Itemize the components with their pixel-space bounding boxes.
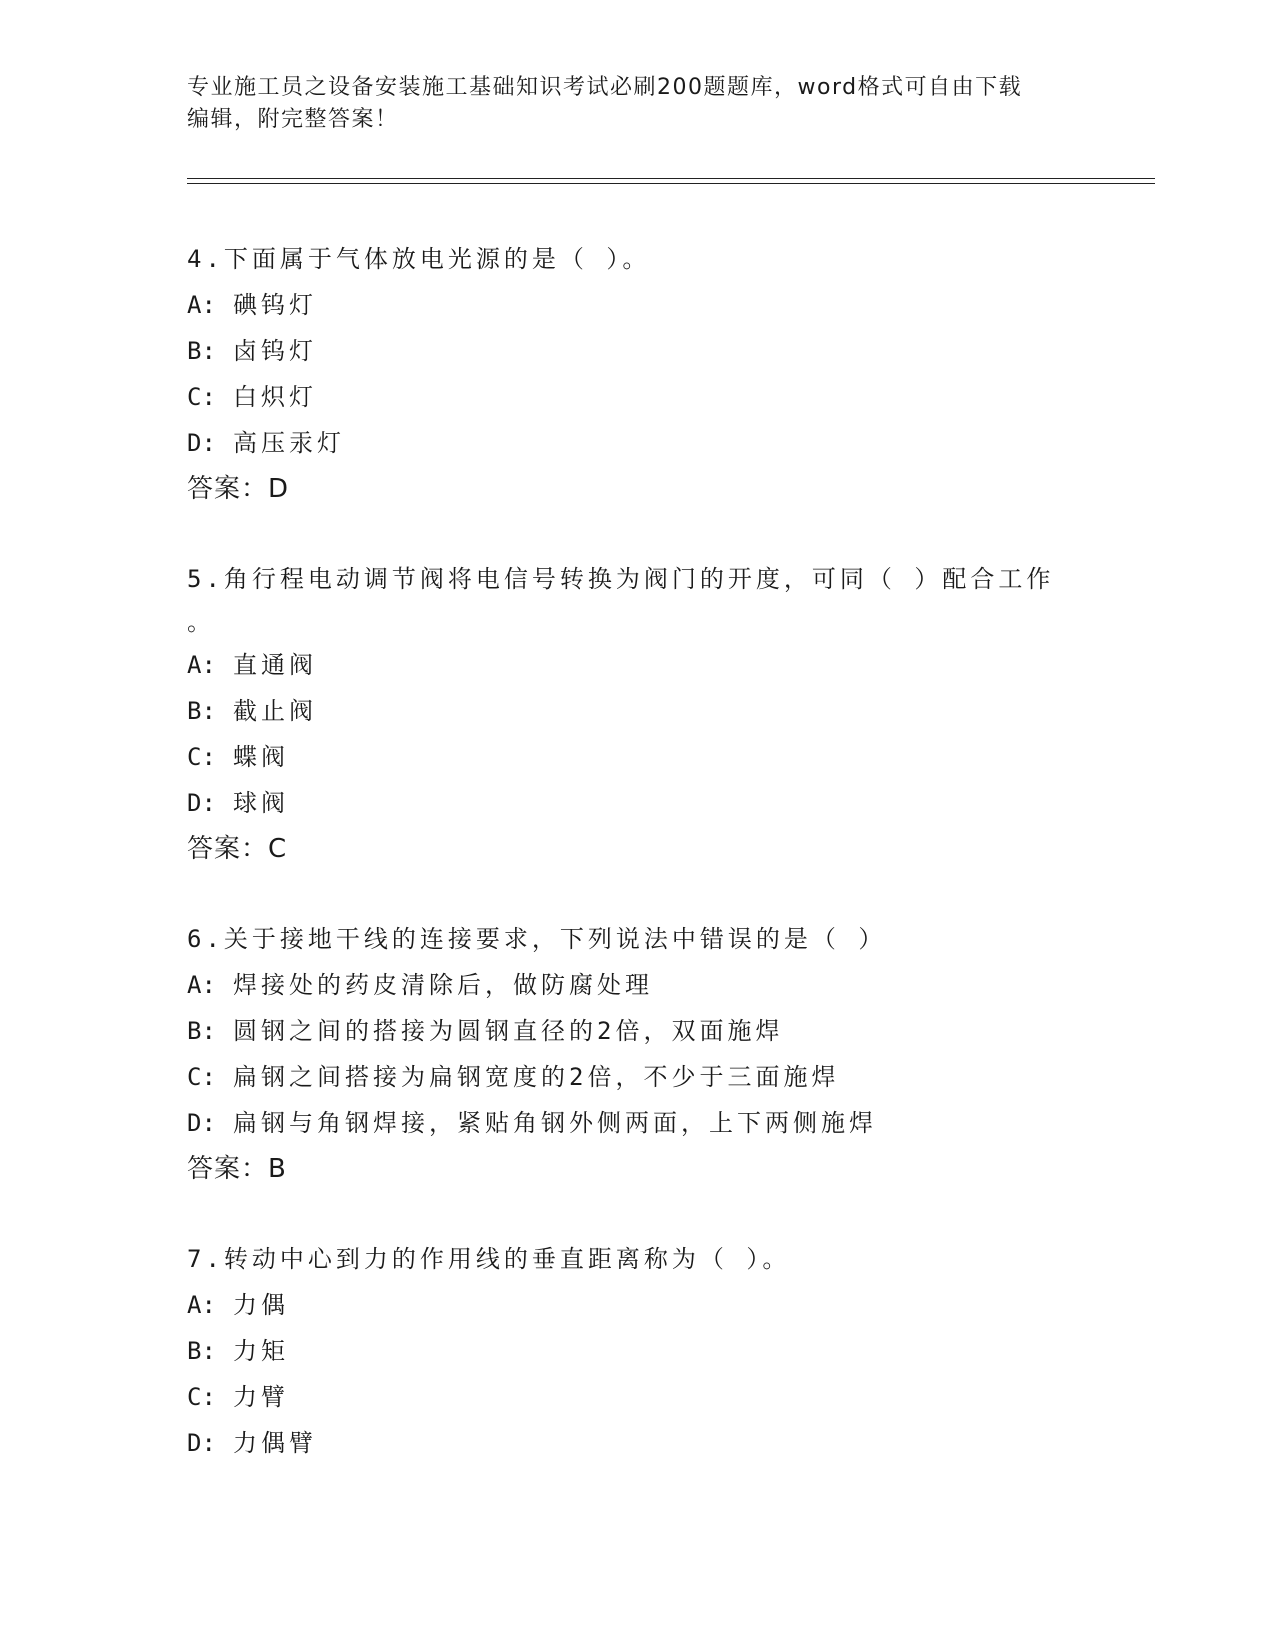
option-key: A: [187,651,216,679]
option-text: 截止阀 [233,697,317,725]
option-a [187,1282,1147,1328]
option-key: B: [187,697,216,725]
option-text: 球阀 [233,789,289,817]
option-a [187,642,1147,688]
option-text: 力臂 [233,1383,289,1411]
option-text: 白炽灯 [233,383,317,411]
option-key: C: [187,383,216,411]
option-text: 高压汞灯 [233,429,345,457]
question-list [187,236,1147,1510]
option-text: 卤钨灯 [233,337,317,365]
question-5 [187,556,1147,872]
option-b [187,1008,1147,1054]
question-text-continuation: 。 [187,608,211,636]
answer-line: 答案：D [187,474,290,504]
option-key: D: [187,1109,216,1137]
document-header [187,72,1067,136]
question-text: 7.转动中心到力的作用线的垂直距离称为（ ）。 [187,1245,791,1273]
option-text: 焊接处的药皮清除后，做防腐处理 [233,971,653,999]
option-text: 力偶 [233,1291,289,1319]
option-text: 扁钢之间搭接为扁钢宽度的2倍，不少于三面施焊 [233,1063,840,1091]
option-c [187,734,1147,780]
option-b [187,328,1147,374]
option-key: D: [187,429,216,457]
option-c [187,374,1147,420]
option-text: 圆钢之间的搭接为圆钢直径的2倍，双面施焊 [233,1017,784,1045]
answer-line: 答案：B [187,1154,287,1184]
option-d [187,1100,1147,1146]
option-key: C: [187,743,216,771]
question-text: 5.角行程电动调节阀将电信号转换为阀门的开度，可同（ ）配合工作 [187,565,1055,593]
question-7 [187,1236,1147,1466]
option-key: C: [187,1063,216,1091]
header-line-2: 编辑，附完整答案！ [187,107,399,132]
option-key: B: [187,1017,216,1045]
option-text: 蝶阀 [233,743,289,771]
option-text: 力偶臂 [233,1429,317,1457]
question-6 [187,916,1147,1192]
question-text: 4.下面属于气体放电光源的是（ ）。 [187,245,651,273]
option-key: A: [187,971,216,999]
option-key: B: [187,1337,216,1365]
question-text: 6.关于接地干线的连接要求，下列说法中错误的是（ ） [187,925,887,953]
option-text: 直通阀 [233,651,317,679]
option-text: 扁钢与角钢焊接，紧贴角钢外侧两面，上下两侧施焊 [233,1109,877,1137]
option-key: A: [187,1291,216,1319]
question-4 [187,236,1147,512]
option-d [187,1420,1147,1466]
option-c [187,1374,1147,1420]
option-key: A: [187,291,216,319]
header-divider-bottom [187,183,1155,184]
option-key: C: [187,1383,216,1411]
option-text: 力矩 [233,1337,289,1365]
option-a [187,282,1147,328]
option-d [187,780,1147,826]
option-b [187,1328,1147,1374]
option-key: B: [187,337,216,365]
option-text: 碘钨灯 [233,291,317,319]
option-d [187,420,1147,466]
option-a [187,962,1147,1008]
option-b [187,688,1147,734]
header-divider-top [187,178,1155,179]
answer-line: 答案：C [187,834,288,864]
option-key: D: [187,789,216,817]
option-c [187,1054,1147,1100]
option-key: D: [187,1429,216,1457]
header-line-1: 专业施工员之设备安装施工基础知识考试必刷200题题库，word格式可自由下载 [187,75,1023,100]
